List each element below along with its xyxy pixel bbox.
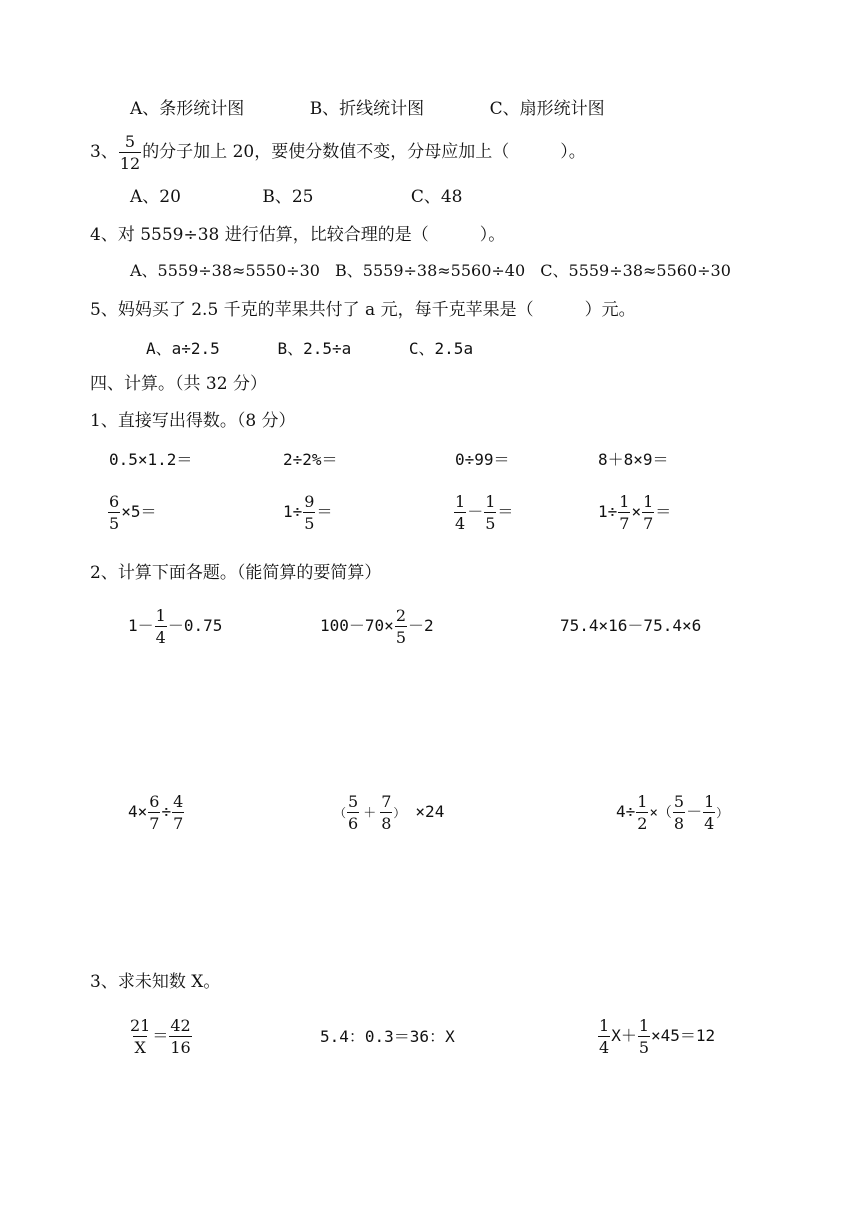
calc-4 <box>128 792 185 833</box>
denominator: 5 <box>304 514 315 533</box>
operator: ＝ <box>152 1026 169 1045</box>
fraction <box>148 792 160 833</box>
numerator: 1 <box>637 792 648 811</box>
equation-2: 5.4：0.3＝36：X <box>320 1027 455 1046</box>
denominator: 4 <box>704 814 715 833</box>
numerator: 1 <box>155 606 166 625</box>
denominator: 16 <box>170 1038 191 1057</box>
fraction <box>347 792 359 833</box>
numerator: 6 <box>149 792 160 811</box>
expr-lead: 100－70× <box>320 616 394 635</box>
expr-lead: 1÷ <box>598 502 618 521</box>
fraction <box>598 1016 610 1057</box>
expr-2-2 <box>283 492 332 533</box>
fraction <box>129 1016 151 1057</box>
denominator: 4 <box>599 1038 610 1057</box>
numerator: 1 <box>599 1016 610 1035</box>
numerator: 1 <box>485 492 496 511</box>
denominator: 12 <box>119 154 141 173</box>
fraction <box>642 492 654 533</box>
question-3 <box>90 132 586 173</box>
expr-tail: ×24 <box>415 802 445 821</box>
fraction <box>380 792 392 833</box>
denominator: 4 <box>155 628 166 647</box>
q3-options <box>130 186 463 208</box>
denominator: 7 <box>619 514 630 533</box>
denominator: 7 <box>149 814 160 833</box>
numerator: 42 <box>170 1016 191 1035</box>
numerator: 6 <box>109 492 120 511</box>
option-b: B、25 <box>262 187 314 207</box>
denominator: 2 <box>637 814 648 833</box>
option-c: C、2.5a <box>408 339 474 358</box>
expr-tail: ＝ <box>497 502 514 521</box>
fraction <box>618 492 630 533</box>
numerator: 21 <box>130 1016 151 1035</box>
section-title: 四、计算。（共 32 分） <box>90 374 267 394</box>
option-b: B、折线统计图 <box>309 99 425 119</box>
denominator: X <box>134 1038 146 1057</box>
calc-5 <box>334 792 444 834</box>
denominator: 7 <box>643 514 654 533</box>
option-a: A、20 <box>130 187 181 207</box>
expr-tail: ×5＝ <box>121 502 157 521</box>
calc-6 <box>616 792 728 833</box>
q4-options <box>130 260 731 282</box>
denominator: 5 <box>109 514 120 533</box>
fraction <box>119 132 141 173</box>
expr-1-3: 0÷99＝ <box>455 450 510 469</box>
numerator: 7 <box>381 792 392 811</box>
expr-1-2: 2÷2%＝ <box>283 450 338 469</box>
denominator: 4 <box>455 514 466 533</box>
expr-tail: －2 <box>408 616 434 635</box>
question-text: 的分子加上 20，要使分数值不变，分母应加上（ ）。 <box>142 142 586 162</box>
expr-tail: －0.75 <box>167 616 223 635</box>
numerator: 1 <box>619 492 630 511</box>
calc-3: 75.4×16－75.4×6 <box>560 616 702 635</box>
expr-lead: 4× <box>128 802 148 821</box>
expr-lead: 1÷ <box>283 502 303 521</box>
part3-title: 3、求未知数 X。 <box>90 972 221 992</box>
fraction <box>395 606 407 647</box>
calc-1 <box>128 606 222 647</box>
numerator: 1 <box>643 492 654 511</box>
denominator: 5 <box>485 514 496 533</box>
denominator: 8 <box>381 814 392 833</box>
denominator: 7 <box>173 814 184 833</box>
operator: － <box>686 802 703 821</box>
part2-title: 2、计算下面各题。（能简算的要简算） <box>90 563 382 583</box>
expr-2-1 <box>107 492 156 533</box>
expr-1-4: 8＋8×9＝ <box>598 450 669 469</box>
operator: ÷ <box>161 802 172 821</box>
expr-mid: X＋ <box>611 1026 637 1045</box>
numerator: 2 <box>395 606 406 625</box>
expr-tail: ×45＝12 <box>651 1026 716 1045</box>
expr-lead: 1－ <box>128 616 154 635</box>
paren-close: ） <box>716 806 729 820</box>
expr-2-3 <box>453 492 513 533</box>
calc-2 <box>320 606 434 647</box>
fraction <box>703 792 715 833</box>
denominator: 5 <box>638 1038 650 1057</box>
fraction <box>108 492 120 533</box>
expr-2-4 <box>598 492 671 533</box>
numerator: 5 <box>673 792 685 811</box>
fraction <box>169 1016 191 1057</box>
operator: ＋ <box>363 806 377 821</box>
fraction <box>484 492 496 533</box>
numerator: 1 <box>638 1016 650 1035</box>
denominator: 5 <box>395 628 406 647</box>
option-b: B、5559÷38≈5560÷40 <box>335 261 526 280</box>
option-c: C、扇形统计图 <box>489 99 605 119</box>
numerator: 4 <box>173 792 184 811</box>
fraction <box>636 792 648 833</box>
question-number: 3、 <box>90 142 118 162</box>
part1-title: 1、直接写出得数。（8 分） <box>90 411 296 431</box>
expr-lead: 4÷ <box>616 802 636 821</box>
fraction <box>454 492 466 533</box>
fraction <box>155 606 167 647</box>
numerator: 9 <box>304 492 315 511</box>
numerator: 5 <box>348 792 359 811</box>
operator: × <box>631 502 642 521</box>
option-a: A、a÷2.5 <box>146 339 220 358</box>
fraction <box>673 792 685 833</box>
numerator: 5 <box>124 132 136 151</box>
option-a: A、5559÷38≈5550÷30 <box>130 261 320 280</box>
expr-tail: ＝ <box>316 502 333 521</box>
option-a: A、条形统计图 <box>130 99 245 119</box>
option-c: C、5559÷38≈5560÷30 <box>540 261 731 280</box>
equation-3 <box>597 1016 715 1057</box>
paren-open: （ <box>334 806 347 820</box>
denominator: 8 <box>673 814 685 833</box>
equation-1 <box>128 1016 193 1057</box>
question-5: 5、妈妈买了 2.5 千克的苹果共付了 a 元，每千克苹果是（ ）元。 <box>90 300 636 320</box>
question-4: 4、对 5559÷38 进行估算，比较合理的是（ ）。 <box>90 225 506 245</box>
option-b: B、2.5÷a <box>277 339 352 358</box>
expr-1-1: 0.5×1.2＝ <box>109 450 193 469</box>
option-c: C、48 <box>410 187 463 207</box>
q2-options <box>130 98 605 120</box>
expr-tail: ＝ <box>655 502 672 521</box>
operator: － <box>467 502 484 521</box>
paren-close: ） <box>393 806 406 820</box>
fraction <box>638 1016 650 1057</box>
denominator: 6 <box>348 814 359 833</box>
numerator: 1 <box>704 792 715 811</box>
fraction <box>172 792 184 833</box>
q5-options <box>146 338 473 360</box>
operator: ×（ <box>649 805 672 821</box>
numerator: 1 <box>455 492 466 511</box>
fraction <box>303 492 315 533</box>
